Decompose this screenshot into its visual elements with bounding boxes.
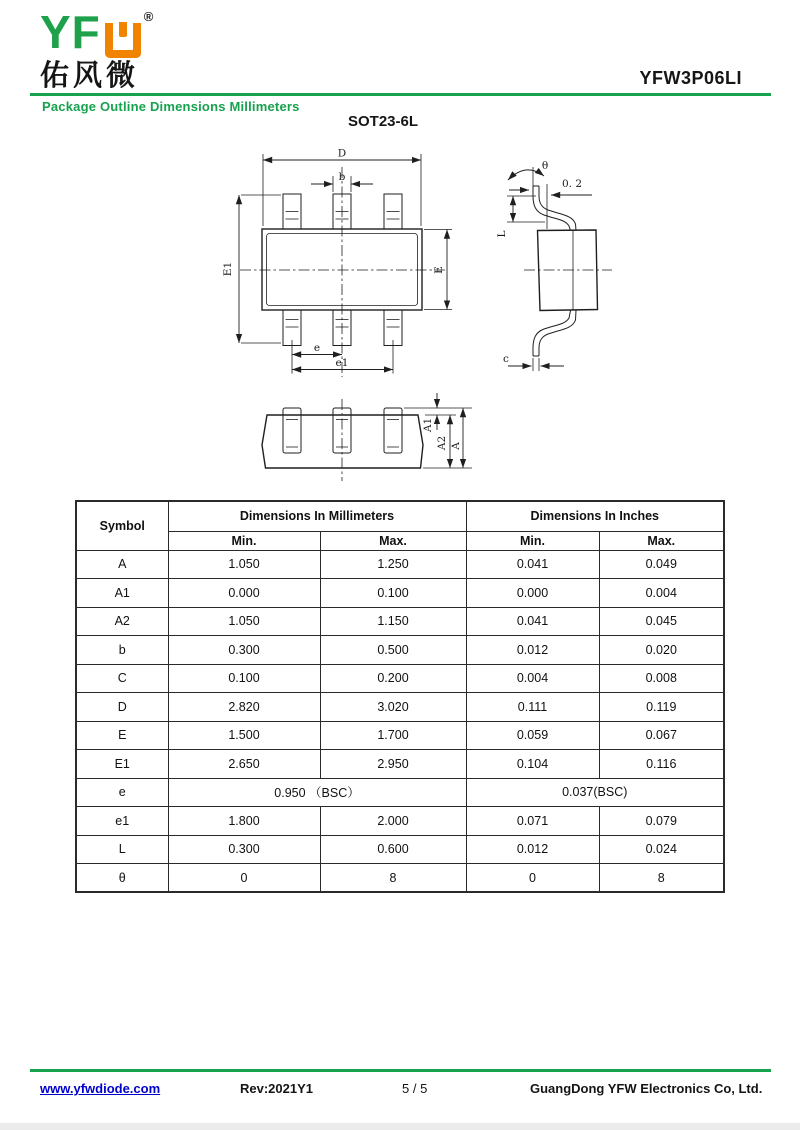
value-cell: 0.500 [320, 636, 466, 665]
value-cell: 0.111 [466, 693, 599, 722]
symbol-cell: e1 [76, 807, 168, 836]
symbol-cell: E1 [76, 750, 168, 779]
col-header-in-max: Max. [599, 531, 724, 550]
value-cell: 8 [320, 864, 466, 893]
package-title: SOT23-6L [347, 113, 419, 130]
logo-text-yf: YF [40, 6, 101, 58]
table-row [76, 778, 724, 807]
logo-w-bracket-icon [105, 23, 141, 58]
revision-label: Rev:2021Y1 [240, 1081, 313, 1096]
package-outline-drawing [0, 140, 800, 505]
col-header-mm-max: Max. [320, 531, 466, 550]
table-row [76, 607, 724, 636]
col-header-inches: Dimensions In Inches [466, 501, 724, 531]
dim-label-A: A [450, 442, 462, 450]
part-number: YFW3P06LI [639, 68, 742, 88]
symbol-cell: A2 [76, 607, 168, 636]
dim-label-c: c [503, 353, 509, 365]
value-cell: 0.000 [168, 579, 320, 608]
footer-rule [30, 1069, 771, 1072]
dim-label-D: D [337, 147, 347, 160]
dim-label-theta: θ [541, 160, 549, 172]
table-row [76, 550, 724, 579]
value-cell: 0.600 [320, 835, 466, 864]
value-cell: 0.012 [466, 835, 599, 864]
col-header-in-min: Min. [466, 531, 599, 550]
symbol-cell: b [76, 636, 168, 665]
website-link[interactable]: www.yfwdiode.com [40, 1081, 161, 1096]
symbol-cell: D [76, 693, 168, 722]
dim-label-A1: A1 [422, 417, 434, 433]
value-cell: 0 [466, 864, 599, 893]
dim-label-e: e [313, 342, 321, 354]
value-cell: 0.200 [320, 664, 466, 693]
value-cell: 2.650 [168, 750, 320, 779]
value-cell: 0.049 [599, 550, 724, 579]
value-cell: 3.020 [320, 693, 466, 722]
dim-label-L: L [496, 230, 508, 238]
value-cell: 0.045 [599, 607, 724, 636]
value-cell: 0.116 [599, 750, 724, 779]
value-cell: 0.071 [466, 807, 599, 836]
dim-label-b: b [338, 171, 346, 183]
dim-label-e1: e1 [335, 357, 349, 369]
symbol-cell: e [76, 778, 168, 807]
value-cell: 0.004 [599, 579, 724, 608]
table-header-row [76, 501, 724, 531]
dim-label-lead-offset: 0. 2 [561, 178, 583, 190]
value-cell: 0.067 [599, 721, 724, 750]
symbol-cell: A1 [76, 579, 168, 608]
value-cell: 0.024 [599, 835, 724, 864]
value-cell: 1.050 [168, 607, 320, 636]
symbol-cell: C [76, 664, 168, 693]
value-cell: 0.008 [599, 664, 724, 693]
value-cell: 1.150 [320, 607, 466, 636]
value-cell: 0.100 [168, 664, 320, 693]
table-row [76, 864, 724, 893]
table-row [76, 721, 724, 750]
table-subheader-row [76, 531, 724, 550]
yfw-logo [40, 8, 153, 92]
symbol-cell: L [76, 835, 168, 864]
value-cell: 0.300 [168, 835, 320, 864]
symbol-cell: E [76, 721, 168, 750]
symbol-cell: A [76, 550, 168, 579]
page-number: 5 / 5 [402, 1081, 428, 1096]
value-cell-span: 0.950 （BSC） [168, 778, 466, 807]
value-cell: 2.000 [320, 807, 466, 836]
dimensions-table [75, 500, 725, 893]
value-cell: 1.700 [320, 721, 466, 750]
dim-label-A2: A2 [436, 435, 448, 451]
value-cell: 1.050 [168, 550, 320, 579]
header-rule [30, 93, 771, 96]
value-cell: 0.012 [466, 636, 599, 665]
scan-artifact-band [0, 1123, 800, 1130]
value-cell: 1.250 [320, 550, 466, 579]
value-cell: 8 [599, 864, 724, 893]
value-cell: 0.119 [599, 693, 724, 722]
side-view [496, 160, 612, 371]
col-header-symbol: Symbol [76, 501, 168, 550]
value-cell: 0.079 [599, 807, 724, 836]
value-cell: 0.020 [599, 636, 724, 665]
table-row [76, 835, 724, 864]
value-cell: 0.300 [168, 636, 320, 665]
value-cell: 2.950 [320, 750, 466, 779]
top-view [222, 148, 452, 378]
value-cell: 2.820 [168, 693, 320, 722]
value-cell: 0.059 [466, 721, 599, 750]
table-row [76, 664, 724, 693]
section-title: Package Outline Dimensions Millimeters [42, 99, 300, 114]
table-row [76, 693, 724, 722]
table-row [76, 750, 724, 779]
dim-label-E: E [433, 266, 445, 274]
value-cell: 1.800 [168, 807, 320, 836]
value-cell-span: 0.037(BSC) [466, 778, 724, 807]
symbol-cell: θ [76, 864, 168, 893]
dim-label-E1: E1 [222, 261, 234, 277]
table-row [76, 579, 724, 608]
registered-trademark-icon: ® [143, 9, 154, 24]
value-cell: 0.000 [466, 579, 599, 608]
value-cell: 0 [168, 864, 320, 893]
value-cell: 1.500 [168, 721, 320, 750]
company-name: GuangDong YFW Electronics Co, Ltd. [530, 1081, 763, 1096]
front-view [262, 393, 472, 481]
value-cell: 0.004 [466, 664, 599, 693]
col-header-mm: Dimensions In Millimeters [168, 501, 466, 531]
table-row [76, 807, 724, 836]
value-cell: 0.041 [466, 607, 599, 636]
table-row [76, 636, 724, 665]
logo-chinese-name: 佑风微 [40, 58, 140, 92]
col-header-mm-min: Min. [168, 531, 320, 550]
value-cell: 0.100 [320, 579, 466, 608]
value-cell: 0.041 [466, 550, 599, 579]
value-cell: 0.104 [466, 750, 599, 779]
